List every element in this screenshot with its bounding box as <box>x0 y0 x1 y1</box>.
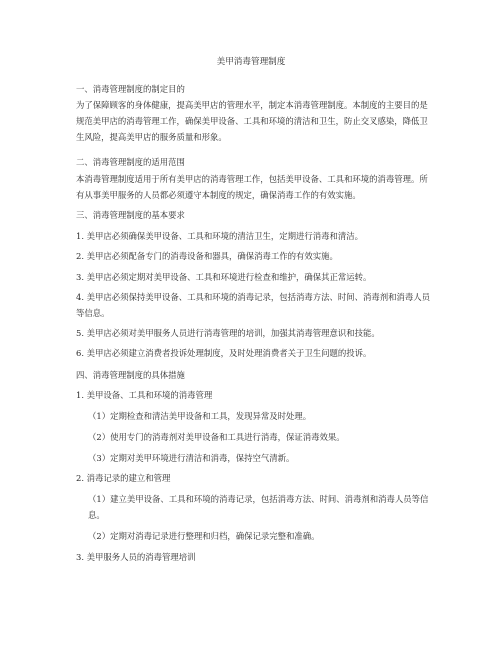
section-4-heading: 四、消毒管理制度的具体措施 <box>76 370 185 380</box>
requirement-item: 5. 美甲店必须对美甲服务人员进行消毒管理的培训，加强其消毒管理意识和技能。 <box>76 328 380 338</box>
measure-item: （2）定期对消毒记录进行整理和归档，确保记录完整和准确。 <box>88 531 320 541</box>
section-2-body: 本消毒管理制度适用于所有美甲店的消毒管理工作，包括美甲设备、工具和环境的消毒管理。所有从事美甲服务的人员都必须遵守本制度的规定，确保消毒工作的有效实施。 <box>76 174 428 200</box>
section-1-body: 为了保障顾客的身体健康，提高美甲店的管理水平，制定本消毒管理制度。本制度的主要目的是规范美甲店的消毒管理工作，确保美甲设备、工具和环境的清洁和卫生，防止交叉感染，降低卫生风险，提高美甲店的服务质量和形象。 <box>76 100 428 142</box>
measure-item: （1）定期检查和清洁美甲设备和工具，发现异常及时处理。 <box>88 411 312 421</box>
subsection-heading: 3. 美甲服务人员的消毒管理培训 <box>76 552 196 562</box>
requirement-item: 4. 美甲店必须保持美甲设备、工具和环境的消毒记录，包括消毒方法、时间、消毒剂和消毒人员等信息。 <box>76 292 431 318</box>
subsection-heading: 2. 消毒记录的建立和管理 <box>76 473 171 483</box>
measure-item: （1）建立美甲设备、工具和环境的消毒记录，包括消毒方法、时间、消毒剂和消毒人员等信息。 <box>88 494 429 520</box>
measure-item: （3）定期对美甲环境进行清洁和消毒，保持空气清新。 <box>88 453 295 463</box>
requirement-item: 6. 美甲店必须建立消费者投诉处理制度，及时处理消费者关于卫生问题的投诉。 <box>76 348 372 358</box>
section-2-heading: 二、消毒管理制度的适用范围 <box>76 157 185 167</box>
measure-item: （2）使用专门的消毒剂对美甲设备和工具进行消毒，保证消毒效果。 <box>88 432 345 442</box>
requirement-item: 1. 美甲店必须确保美甲设备、工具和环境的清洁卫生，定期进行消毒和清洁。 <box>76 231 364 241</box>
section-1-heading: 一、消毒管理制度的制定目的 <box>76 84 185 94</box>
document-title: 美甲消毒管理制度 <box>216 57 286 67</box>
section-3-heading: 三、消毒管理制度的基本要求 <box>76 210 185 220</box>
subsection-heading: 1. 美甲设备、工具和环境的消毒管理 <box>76 390 213 400</box>
requirement-item: 2. 美甲店必须配备专门的消毒设备和器具，确保消毒工作的有效实施。 <box>76 251 338 261</box>
requirement-item: 3. 美甲店必须定期对美甲设备、工具和环境进行检查和维护，确保其正常运转。 <box>76 272 372 282</box>
